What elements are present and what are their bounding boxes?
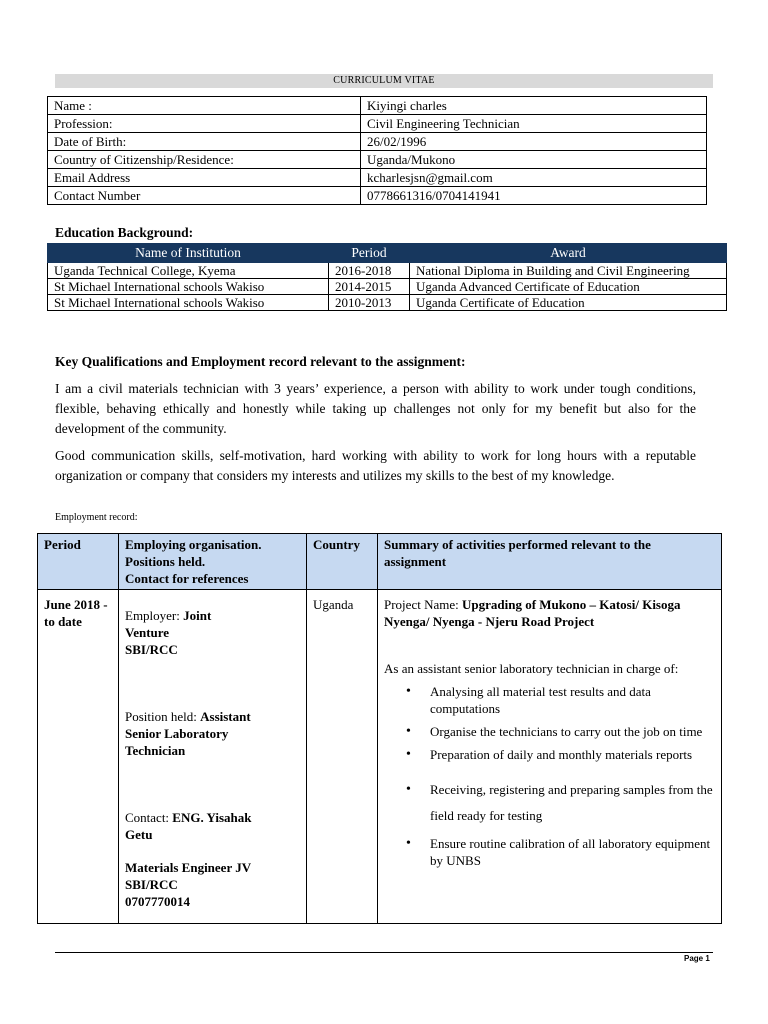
field-value: Civil Engineering Technician	[361, 115, 707, 133]
header-line: Employing organisation.	[125, 537, 262, 552]
table-row	[48, 133, 707, 151]
list-item: • Preparation of daily and monthly materials reports	[384, 746, 715, 763]
institution-cell: St Michael International schools Wakiso	[48, 279, 329, 295]
table-row	[48, 263, 727, 279]
institution-cell: Uganda Technical College, Kyema	[48, 263, 329, 279]
position-title: Senior Laboratory	[125, 726, 229, 741]
country-cell: Uganda	[307, 590, 378, 924]
table-row	[48, 295, 727, 311]
phone-value: 0778661316/0704141941	[361, 187, 707, 205]
table-row	[48, 187, 707, 205]
project-line	[384, 596, 715, 630]
list-item: • Organise the technicians to carry out the job on time	[384, 723, 715, 740]
employment-record-label: Employment record:	[55, 512, 138, 523]
skills-paragraph: Good communication skills, self-motivation, hard working with ability to work for long hours with a reputable organization or company that considers my interests and utilizes my skills to the best of my knowledge.	[55, 448, 696, 483]
project-label: Project Name:	[384, 597, 462, 612]
field-label: Date of Birth:	[48, 133, 361, 151]
summary-paragraph: I am a civil materials technician with 3 years’ experience, a person with ability to work under tough conditions, flexible, behaving ethically and honestly while taking up challenges not only for my benefit but also for the development of the community.	[55, 381, 696, 436]
table-row	[48, 151, 707, 169]
education-heading: Education Background:	[55, 225, 194, 240]
project-name: Upgrading of Mukono – Katosi/ Kisoga Nyenga/ Nyenga - Njeru Road Project	[384, 597, 681, 629]
reference-org: SBI/RCC	[125, 877, 178, 892]
table-header-row	[38, 534, 722, 590]
reference-phone: 0707770014	[125, 894, 190, 909]
field-value: Kiyingi charles	[361, 97, 707, 115]
activities-cell	[378, 590, 722, 924]
column-header: Period	[38, 534, 119, 590]
list-item: • Analysing all material test results and data computations	[384, 683, 715, 717]
table-row	[48, 279, 727, 295]
field-value: 26/02/1996	[361, 133, 707, 151]
qualifications-heading: Key Qualifications and Employment record relevant to the assignment:	[55, 354, 466, 369]
period-cell: June 2018 -to date	[38, 590, 119, 924]
position-block	[125, 708, 300, 759]
column-header: Name of Institution	[48, 244, 329, 263]
employer-block	[125, 607, 300, 658]
award-cell: Uganda Certificate of Education	[410, 295, 727, 311]
page-number: Page 1	[684, 954, 710, 963]
list-item: • Ensure routine calibration of all laboratory equipment by UNBS	[384, 835, 715, 869]
position-title: Technician	[125, 743, 186, 758]
column-header: Period	[329, 244, 410, 263]
table-row	[48, 169, 707, 187]
field-value: Uganda/Mukono	[361, 151, 707, 169]
reference-title: Materials Engineer JV	[125, 860, 252, 875]
contact-name: ENG. Yisahak	[172, 810, 252, 825]
contact-label: Contact:	[125, 810, 173, 825]
list-item: • Receiving, registering and preparing samples from the field ready for testing	[384, 777, 715, 829]
personal-details-table	[47, 96, 707, 205]
column-header: Award	[410, 244, 727, 263]
email-value: kcharlesjsn@gmail.com	[361, 169, 707, 187]
employer-name: Venture	[125, 625, 170, 640]
role-intro: As an assistant senior laboratory technician in charge of:	[384, 661, 679, 676]
reference-block	[125, 859, 300, 910]
table-header-row	[48, 244, 727, 263]
header-line: Positions held.	[125, 554, 206, 569]
contact-block	[125, 809, 300, 843]
award-cell: National Diploma in Building and Civil Engineering	[410, 263, 727, 279]
period-cell: 2010-2013	[329, 295, 410, 311]
header-line: Contact for references	[125, 571, 249, 586]
employer-name: Joint	[183, 608, 212, 623]
period-cell: 2014-2015	[329, 279, 410, 295]
organisation-cell	[119, 590, 307, 924]
table-row	[48, 97, 707, 115]
position-label: Position held:	[125, 709, 201, 724]
position-title: Assistant	[200, 709, 251, 724]
employment-table	[37, 533, 722, 924]
cv-title: CURRICULUM VITAE	[55, 74, 713, 88]
column-header: Country	[307, 534, 378, 590]
field-label: Contact Number	[48, 187, 361, 205]
table-row	[38, 590, 722, 924]
table-row	[48, 115, 707, 133]
field-label: Email Address	[48, 169, 361, 187]
contact-name: Getu	[125, 827, 153, 842]
field-label: Profession:	[48, 115, 361, 133]
institution-cell: St Michael International schools Wakiso	[48, 295, 329, 311]
column-header	[119, 534, 307, 590]
period-cell: 2016-2018	[329, 263, 410, 279]
column-header: Summary of activities performed relevant to the assignment	[378, 534, 722, 590]
employer-label: Employer:	[125, 608, 184, 623]
employer-name: SBI/RCC	[125, 642, 178, 657]
field-label: Name :	[48, 97, 361, 115]
education-table	[47, 243, 727, 311]
field-label: Country of Citizenship/Residence:	[48, 151, 361, 169]
award-cell: Uganda Advanced Certificate of Education	[410, 279, 727, 295]
duties-list	[384, 683, 715, 869]
footer-divider	[55, 952, 713, 953]
